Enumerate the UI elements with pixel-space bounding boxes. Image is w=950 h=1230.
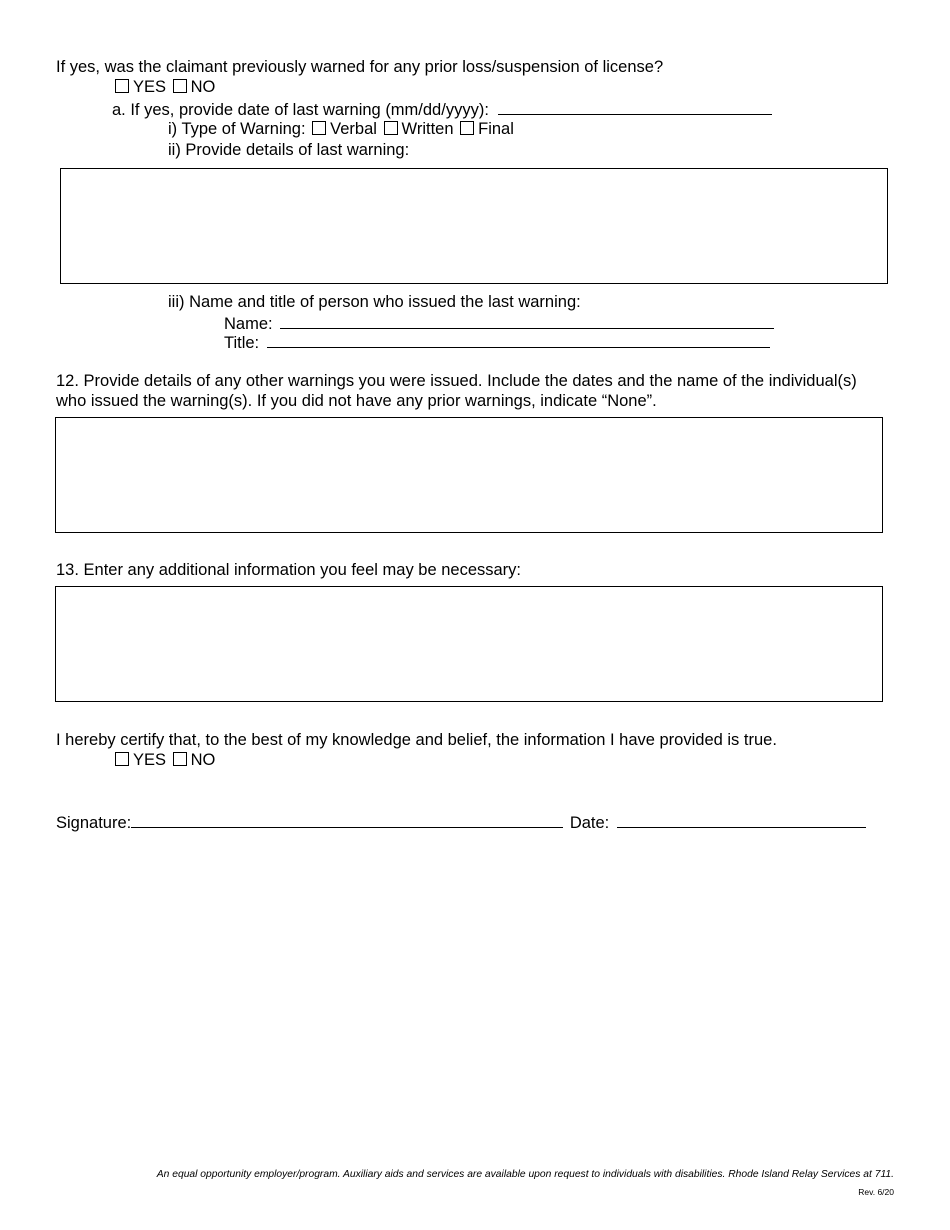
last-warning-date-label: a. If yes, provide date of last warning (mm/dd/yyyy):: [112, 101, 489, 119]
additional-info-textbox[interactable]: [55, 586, 883, 702]
warning-type-written-option[interactable]: [382, 119, 454, 139]
written-label: Written: [401, 120, 454, 138]
q12-text-line1: 12. Provide details of any other warnings you were issued. Include the dates and the name of the individual(s): [56, 372, 857, 390]
warning-details-label: ii) Provide details of last warning:: [168, 141, 410, 159]
yes-label: YES: [133, 751, 167, 769]
date-field[interactable]: [617, 811, 866, 828]
no-label: NO: [190, 751, 216, 769]
warning-type-final-option[interactable]: [458, 119, 514, 139]
checkbox-icon[interactable]: [460, 121, 474, 135]
checkbox-icon[interactable]: [115, 752, 129, 766]
issuer-title-field[interactable]: [267, 331, 770, 348]
footer-notice: An equal opportunity employer/program. Auxiliary aids and services are available upon request to individuals with disabilities. Rhode Island Relay Services at 711.: [156, 1169, 894, 1180]
issuer-title-label: Title:: [224, 334, 260, 352]
last-warning-date-field[interactable]: [498, 98, 772, 115]
q13-text: 13. Enter any additional information you feel may be necessary:: [56, 561, 522, 579]
checkbox-icon[interactable]: [173, 752, 187, 766]
issuer-name-field[interactable]: [280, 312, 774, 329]
checkbox-icon[interactable]: [312, 121, 326, 135]
issuer-name-label: Name:: [224, 315, 273, 333]
checkbox-icon[interactable]: [173, 79, 187, 93]
date-label: Date:: [569, 814, 610, 832]
verbal-label: Verbal: [330, 120, 377, 138]
last-warning-date-row: [112, 98, 772, 120]
q12-text-line2: who issued the warning(s). If you did not have any prior warnings, indicate “None”.: [56, 392, 657, 410]
signature-row: [56, 811, 866, 833]
prior-warning-choices: [113, 77, 215, 97]
prior-warning-yes-option[interactable]: [113, 77, 166, 97]
checkbox-icon[interactable]: [115, 79, 129, 93]
yes-label: YES: [133, 78, 167, 96]
other-warnings-textbox[interactable]: [55, 417, 883, 533]
certify-no-option[interactable]: [171, 750, 216, 770]
warning-type-row: [168, 119, 514, 139]
certify-text: I hereby certify that, to the best of my knowledge and belief, the information I have provided is true.: [56, 731, 777, 749]
warning-type-label: i) Type of Warning:: [168, 120, 306, 138]
warning-type-verbal-option[interactable]: [310, 119, 377, 139]
checkbox-icon[interactable]: [384, 121, 398, 135]
no-label: NO: [190, 78, 216, 96]
signature-field[interactable]: [131, 811, 563, 828]
signature-label: Signature:: [56, 814, 132, 832]
revision-label: Rev. 6/20: [858, 1187, 894, 1197]
prior-warning-question: If yes, was the claimant previously warned for any prior loss/suspension of license?: [56, 58, 664, 76]
prior-warning-no-option[interactable]: [171, 77, 216, 97]
issuer-title-row: [224, 331, 770, 353]
issuer-label: iii) Name and title of person who issued the last warning:: [168, 293, 581, 311]
final-label: Final: [478, 120, 514, 138]
certify-yes-option[interactable]: [113, 750, 166, 770]
warning-details-textbox[interactable]: [60, 168, 888, 284]
certify-choices: [113, 750, 215, 770]
